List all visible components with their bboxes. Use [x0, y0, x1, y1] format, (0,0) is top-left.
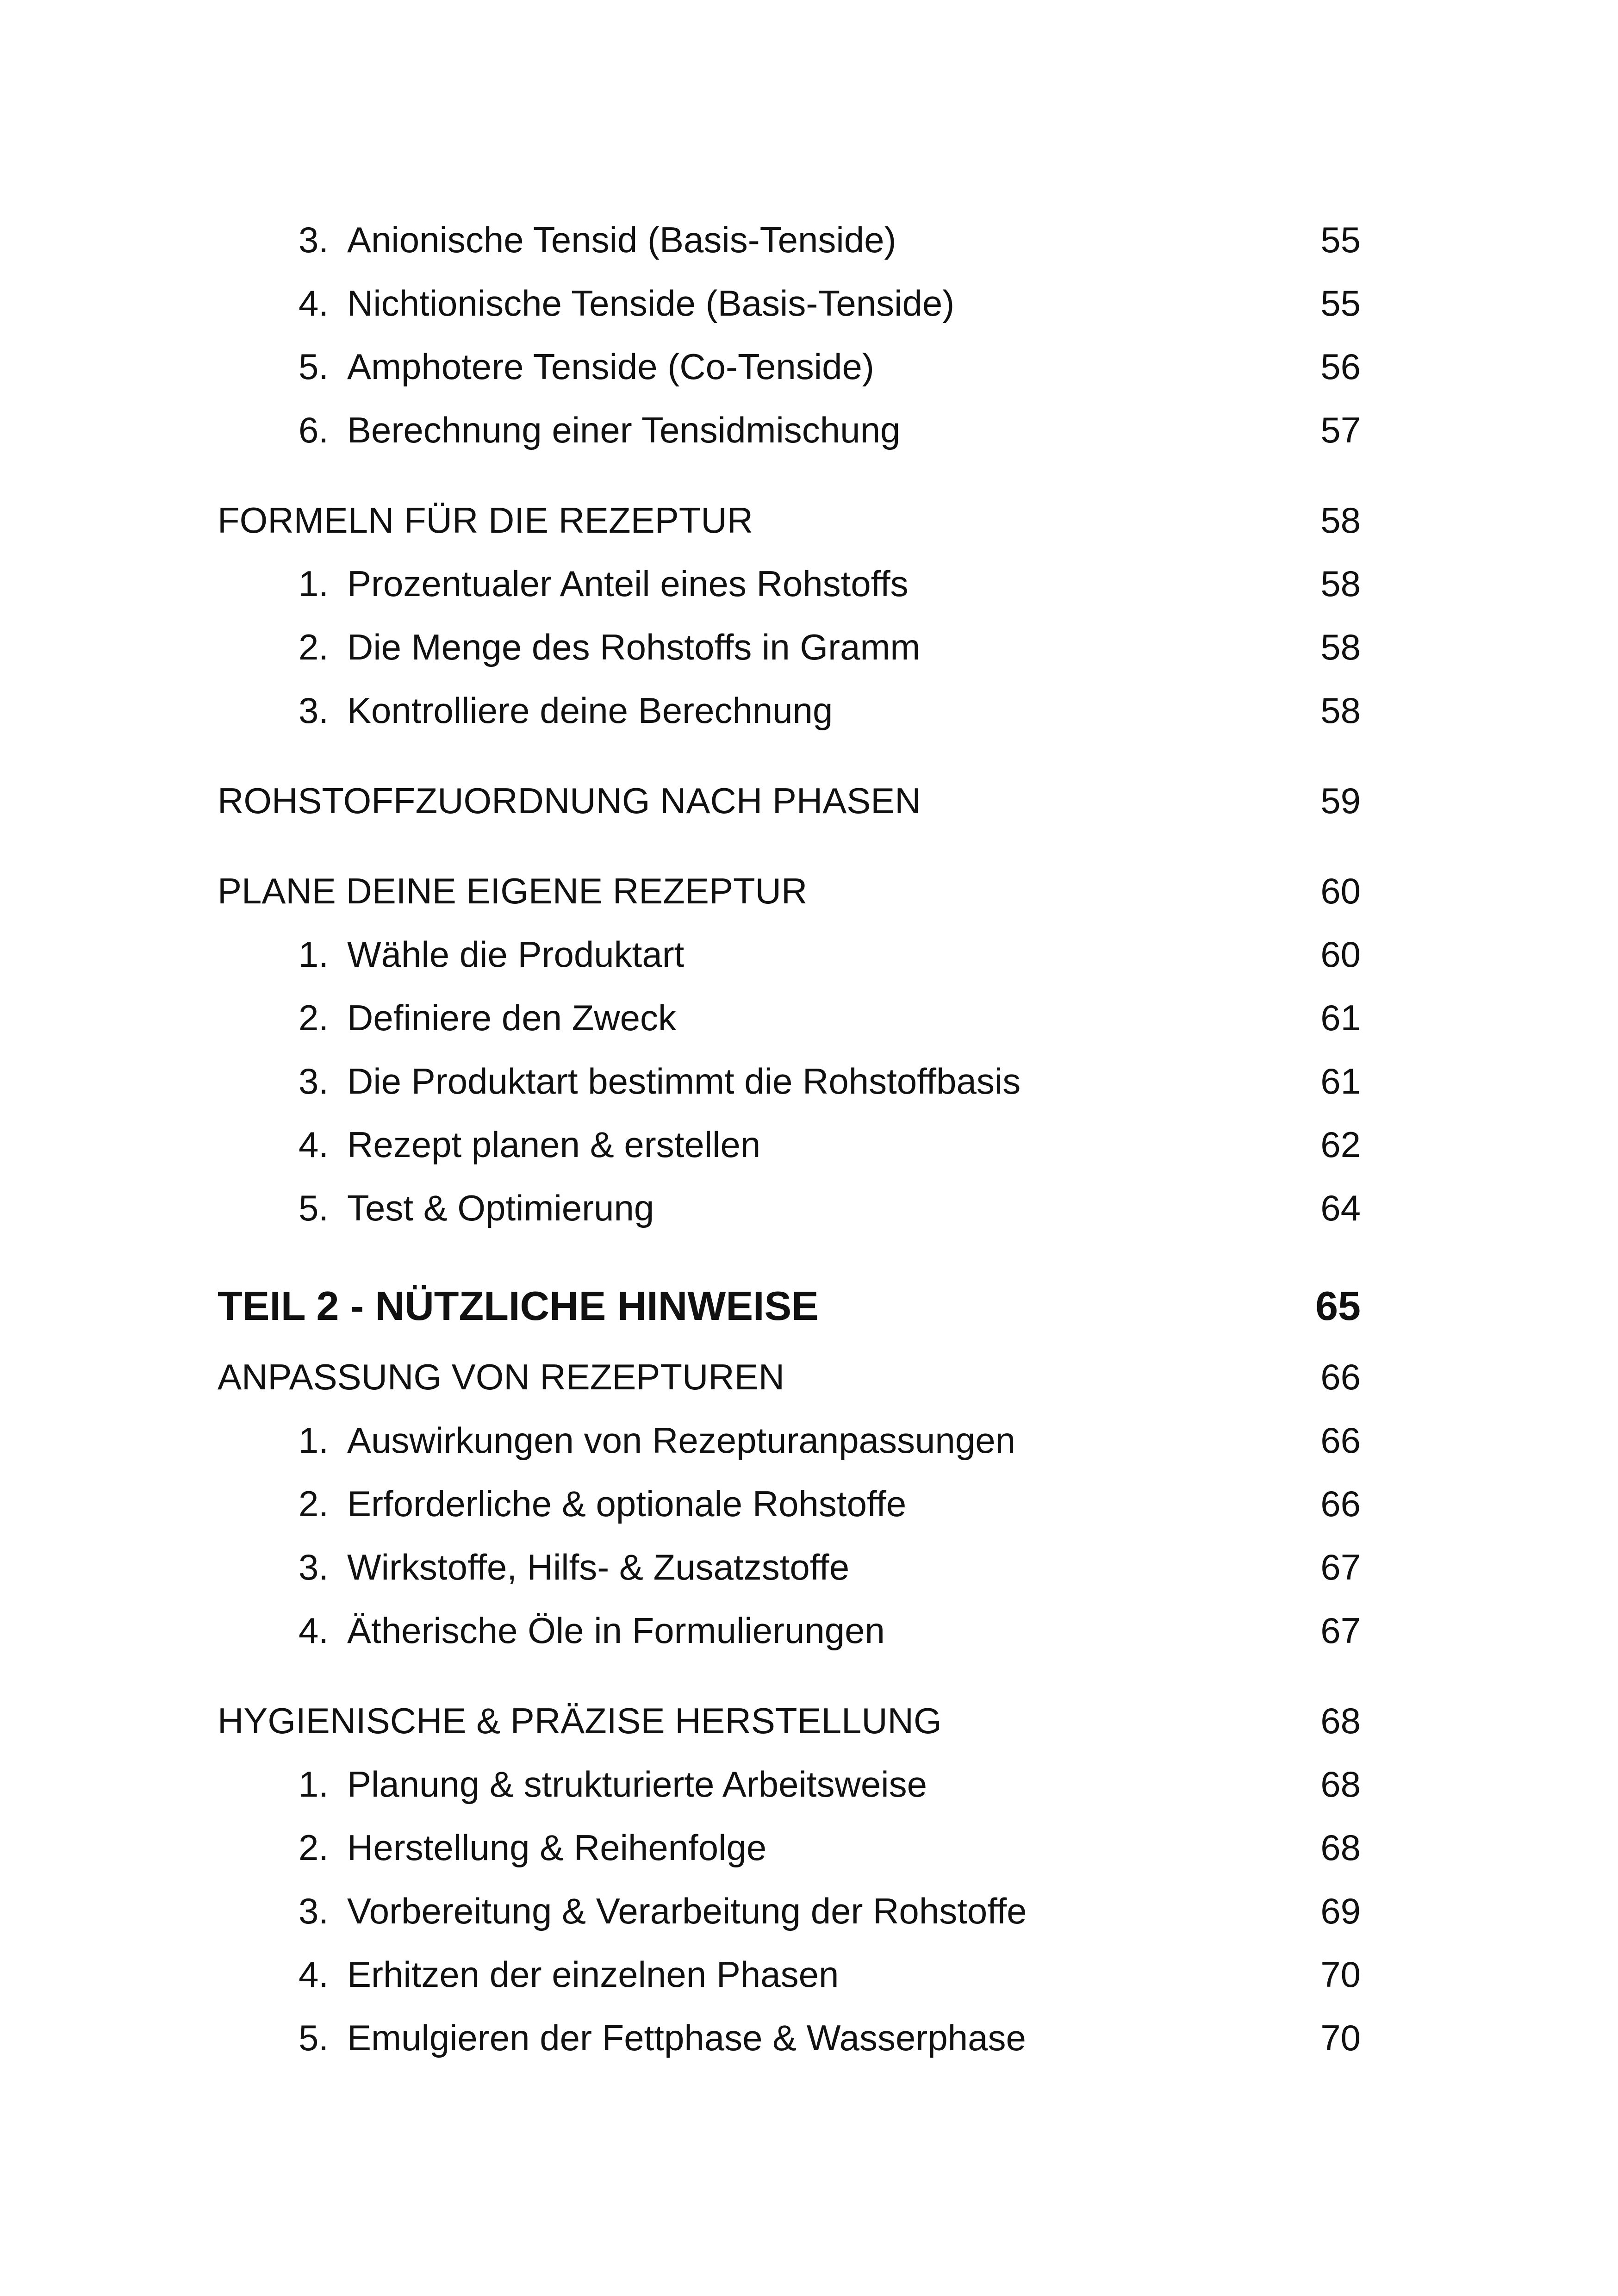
toc-entry-title: ANPASSUNG VON REZEPTUREN	[218, 1356, 785, 1397]
toc-subentry	[218, 1943, 1361, 2006]
toc-entry-page-number: 58	[1320, 690, 1361, 731]
toc-entry-number: 2.	[298, 627, 329, 667]
toc-entry-page-number: 60	[1320, 934, 1361, 975]
toc-entry-title: Prozentualer Anteil eines Rohstoffs	[347, 563, 909, 604]
toc-entry-page-number: 56	[1320, 346, 1361, 387]
toc-entry-page-number: 68	[1320, 1700, 1361, 1741]
toc-entry-number: 1.	[298, 1420, 329, 1461]
toc-section-entry	[218, 769, 1361, 833]
toc-subentry	[218, 616, 1361, 679]
toc-entry-number: 1.	[298, 934, 329, 975]
toc-entry-page-number: 67	[1320, 1547, 1361, 1587]
toc-entry-page-number: 65	[1315, 1283, 1361, 1329]
toc-entry-page-number: 58	[1320, 500, 1361, 541]
toc-entry-title: Die Menge des Rohstoffs in Gramm	[347, 627, 921, 667]
toc-entry-page-number: 70	[1320, 2017, 1361, 2058]
toc-entry-page-number: 55	[1320, 283, 1361, 324]
toc-subentry	[218, 2006, 1361, 2070]
toc-entry-page-number: 68	[1320, 1764, 1361, 1804]
toc-subentry	[218, 1536, 1361, 1599]
toc-entry-title: Amphotere Tenside (Co-Tenside)	[347, 346, 874, 387]
toc-entry-number: 2.	[298, 1827, 329, 1868]
toc-subentry	[218, 986, 1361, 1050]
toc-entry-title: Definiere den Zweck	[347, 997, 676, 1038]
toc-entry-number: 3.	[298, 1891, 329, 1931]
toc-entry-number: 4.	[298, 283, 329, 324]
toc-subentry	[218, 1409, 1361, 1472]
toc-entry-page-number: 58	[1320, 563, 1361, 604]
toc-entry-title: Wähle die Produktart	[347, 934, 685, 975]
toc-subentry	[218, 923, 1361, 986]
toc-entry-page-number: 67	[1320, 1610, 1361, 1651]
toc-subentry	[218, 1113, 1361, 1176]
toc-entry-number: 4.	[298, 1610, 329, 1651]
toc-entry-page-number: 55	[1320, 219, 1361, 260]
toc-subentry	[218, 1176, 1361, 1240]
toc-entry-page-number: 69	[1320, 1891, 1361, 1931]
toc-entry-number: 5.	[298, 2017, 329, 2058]
toc-part-heading	[218, 1267, 1361, 1345]
toc-entry-title: Kontrolliere deine Berechnung	[347, 690, 833, 731]
toc-section-entry	[218, 1689, 1361, 1753]
toc-entry-number: 2.	[298, 1483, 329, 1524]
toc-entry-page-number: 64	[1320, 1188, 1361, 1228]
toc-entry-number: 6.	[298, 410, 329, 450]
toc-subentry	[218, 335, 1361, 398]
toc-entry-number: 3.	[298, 1061, 329, 1101]
toc-section-entry	[218, 489, 1361, 552]
table-of-contents	[218, 208, 1361, 2070]
toc-entry-page-number: 57	[1320, 410, 1361, 450]
toc-entry-title: Erforderliche & optionale Rohstoffe	[347, 1483, 907, 1524]
toc-subentry	[218, 272, 1361, 335]
toc-entry-title: Vorbereitung & Verarbeitung der Rohstoffe	[347, 1891, 1027, 1931]
toc-subentry	[218, 1879, 1361, 1943]
toc-entry-title: Die Produktart bestimmt die Rohstoffbasis	[347, 1061, 1021, 1101]
toc-entry-number: 3.	[298, 690, 329, 731]
toc-entry-title: Emulgieren der Fettphase & Wasserphase	[347, 2017, 1026, 2058]
toc-entry-title: Wirkstoffe, Hilfs- & Zusatzstoffe	[347, 1547, 850, 1587]
toc-entry-page-number: 61	[1320, 1061, 1361, 1101]
toc-entry-title: Herstellung & Reihenfolge	[347, 1827, 767, 1868]
toc-subentry	[218, 552, 1361, 616]
toc-entry-title: Ätherische Öle in Formulierungen	[347, 1610, 885, 1651]
toc-entry-number: 2.	[298, 997, 329, 1038]
toc-entry-page-number: 59	[1320, 780, 1361, 821]
toc-entry-number: 3.	[298, 219, 329, 260]
toc-entry-title: Planung & strukturierte Arbeitsweise	[347, 1764, 927, 1804]
toc-entry-title: Nichtionische Tenside (Basis-Tenside)	[347, 283, 955, 324]
toc-entry-number: 1.	[298, 563, 329, 604]
toc-entry-page-number: 66	[1320, 1356, 1361, 1397]
toc-entry-number: 4.	[298, 1954, 329, 1995]
toc-entry-number: 3.	[298, 1547, 329, 1587]
toc-entry-page-number: 66	[1320, 1483, 1361, 1524]
toc-section-entry	[218, 1345, 1361, 1409]
toc-entry-page-number: 61	[1320, 997, 1361, 1038]
toc-entry-page-number: 68	[1320, 1827, 1361, 1868]
toc-entry-title: PLANE DEINE EIGENE REZEPTUR	[218, 871, 808, 911]
toc-entry-title: FORMELN FÜR DIE REZEPTUR	[218, 500, 753, 541]
toc-entry-title: TEIL 2 - NÜTZLICHE HINWEISE	[218, 1283, 819, 1329]
toc-entry-page-number: 58	[1320, 627, 1361, 667]
toc-entry-number: 4.	[298, 1124, 329, 1165]
toc-entry-title: Rezept planen & erstellen	[347, 1124, 761, 1165]
toc-subentry	[218, 1816, 1361, 1879]
toc-entry-title: ROHSTOFFZUORDNUNG NACH PHASEN	[218, 780, 921, 821]
toc-entry-page-number: 60	[1320, 871, 1361, 911]
toc-entry-number: 5.	[298, 1188, 329, 1228]
toc-entry-title: Anionische Tensid (Basis-Tenside)	[347, 219, 896, 260]
toc-subentry	[218, 679, 1361, 742]
toc-entry-title: HYGIENISCHE & PRÄZISE HERSTELLUNG	[218, 1700, 942, 1741]
toc-entry-page-number: 62	[1320, 1124, 1361, 1165]
toc-entry-title: Erhitzen der einzelnen Phasen	[347, 1954, 839, 1995]
toc-subentry	[218, 1753, 1361, 1816]
toc-section-entry	[218, 859, 1361, 923]
toc-entry-number: 5.	[298, 346, 329, 387]
toc-entry-title: Berechnung einer Tensidmischung	[347, 410, 901, 450]
toc-entry-page-number: 66	[1320, 1420, 1361, 1461]
toc-entry-title: Auswirkungen von Rezepturanpassungen	[347, 1420, 1015, 1461]
toc-subentry	[218, 1050, 1361, 1113]
toc-entry-number: 1.	[298, 1764, 329, 1804]
toc-entry-title: Test & Optimierung	[347, 1188, 654, 1228]
toc-entry-page-number: 70	[1320, 1954, 1361, 1995]
toc-subentry	[218, 1599, 1361, 1662]
toc-subentry	[218, 1472, 1361, 1536]
toc-subentry	[218, 208, 1361, 272]
toc-subentry	[218, 398, 1361, 462]
